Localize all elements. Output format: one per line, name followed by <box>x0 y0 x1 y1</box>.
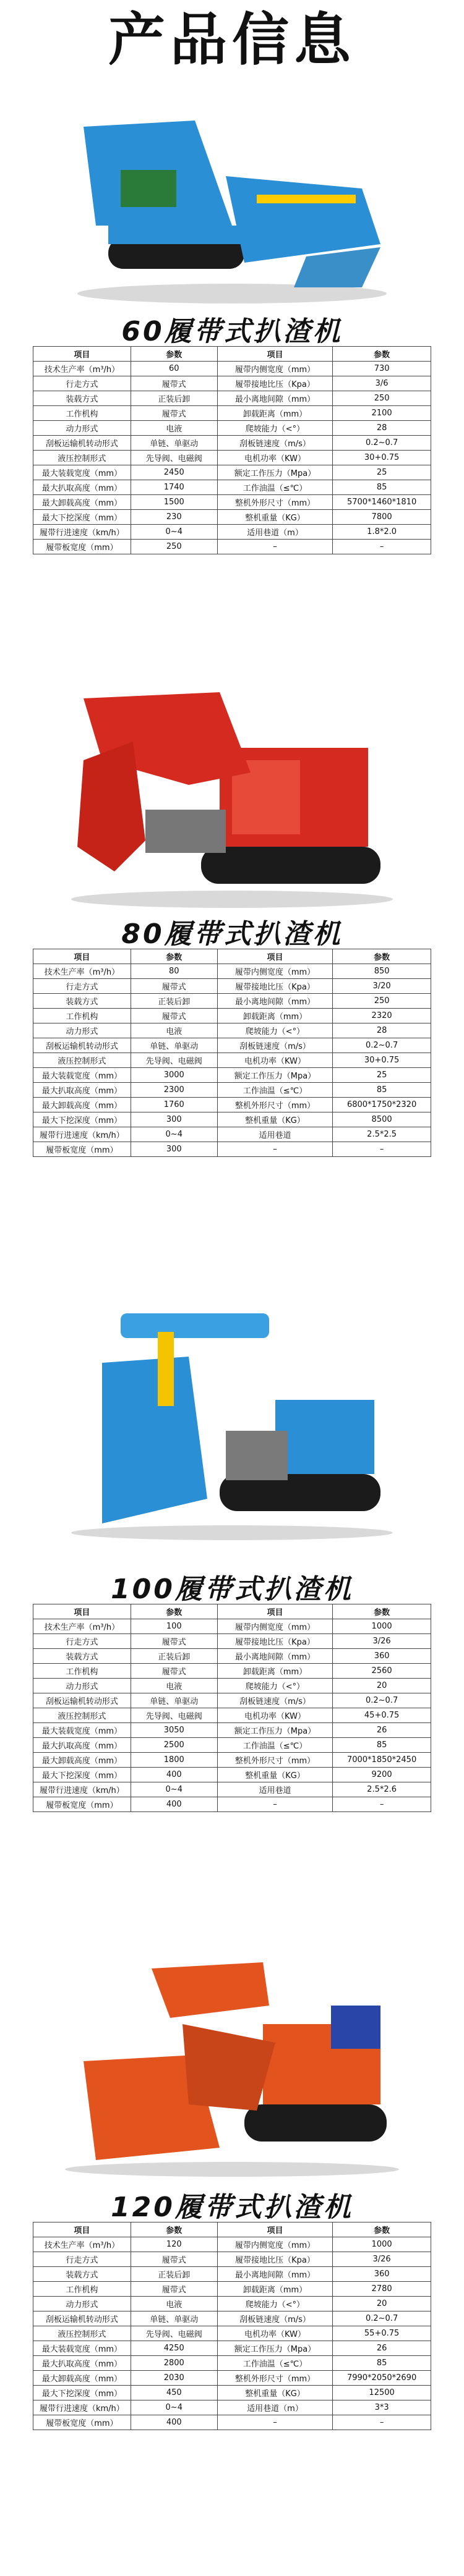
spec-item-cell: 行走方式 <box>33 376 131 391</box>
spec-value-cell: 9200 <box>333 1768 431 1782</box>
spec-item-cell: 技术生产率（m³/h） <box>33 1619 131 1634</box>
spec-value-cell: 20 <box>333 2297 431 2311</box>
spec-value-cell: 400 <box>131 2415 217 2430</box>
spec-item-cell: 工作油温（≤℃） <box>217 1083 332 1098</box>
spec-value-cell: 3000 <box>131 1068 217 1083</box>
spec-value-cell: 单链、单驱动 <box>131 1038 217 1053</box>
spec-item-cell: – <box>217 540 332 554</box>
header-cell: 项目 <box>33 1604 131 1619</box>
spec-value-cell: 730 <box>333 362 431 376</box>
spec-item-cell: 卸载距离（mm） <box>217 406 332 421</box>
spec-value-cell: 85 <box>333 2356 431 2371</box>
spec-item-cell: 适用巷道（m） <box>217 525 332 540</box>
spec-value-cell: 30+0.75 <box>333 451 431 465</box>
spec-value-cell: 300 <box>131 1112 217 1127</box>
table-row <box>33 1009 431 1023</box>
spec-value-cell: 先导阀、电磁阀 <box>131 1708 217 1723</box>
spec-item-cell: 行走方式 <box>33 979 131 994</box>
spec-value-cell: 0.2~0.7 <box>333 2311 431 2326</box>
spec-item-cell: 履带内侧宽度（mm） <box>217 964 332 979</box>
table-row <box>33 2400 431 2415</box>
spec-item-cell: 爬坡能力（<°） <box>217 1023 332 1038</box>
spec-value-cell: 28 <box>333 421 431 436</box>
spec-value-cell: 2780 <box>333 2282 431 2297</box>
spec-item-cell: 最大扒取高度（mm） <box>33 1083 131 1098</box>
spec-item-cell: 工作机构 <box>33 2282 131 2297</box>
spec-value-cell: 2320 <box>333 1009 431 1023</box>
spec-value-cell: 电液 <box>131 421 217 436</box>
spec-value-cell: 先导阀、电磁阀 <box>131 1053 217 1068</box>
model-title: 100履带式扒渣机 <box>111 1574 353 1605</box>
spec-value-cell: 0~4 <box>131 1127 217 1142</box>
table-row <box>33 994 431 1009</box>
spec-value-cell: 100 <box>131 1619 217 1634</box>
spec-value-cell: 120 <box>131 2237 217 2252</box>
spec-item-cell: 最大下挖深度（mm） <box>33 2386 131 2400</box>
table-row <box>33 2326 431 2341</box>
spec-item-cell: 履带内侧宽度（mm） <box>217 1619 332 1634</box>
spec-value-cell: 电液 <box>131 1023 217 1038</box>
model-title: 80履带式扒渣机 <box>121 918 343 950</box>
spec-item-cell: 爬坡能力（<°） <box>217 1679 332 1693</box>
spec-item-cell: 卸载距离（mm） <box>217 1009 332 1023</box>
spec-value-cell: 230 <box>131 510 217 525</box>
spec-value-cell: 单链、单驱动 <box>131 1693 217 1708</box>
spec-value-cell: 3/20 <box>333 979 431 994</box>
header-cell: 项目 <box>33 2222 131 2237</box>
spec-item-cell: 最大卸载高度（mm） <box>33 1753 131 1768</box>
spec-item-cell: 适用巷道（m） <box>217 2400 332 2415</box>
header-cell: 参数 <box>333 1604 431 1619</box>
spec-value-cell: 履带式 <box>131 406 217 421</box>
spec-item-cell: 最大卸载高度（mm） <box>33 1098 131 1112</box>
table-row <box>33 362 431 376</box>
spec-value-cell: 400 <box>131 1797 217 1812</box>
spec-value-cell: 正装后卸 <box>131 994 217 1009</box>
table-row <box>33 391 431 406</box>
spec-value-cell: 450 <box>131 2386 217 2400</box>
spec-item-cell: 工作机构 <box>33 406 131 421</box>
spec-value-cell: 28 <box>333 1023 431 1038</box>
spec-item-cell: 装载方式 <box>33 1649 131 1664</box>
spec-item-cell: – <box>217 2415 332 2430</box>
spec-item-cell: 刮板运输机转动形式 <box>33 2311 131 2326</box>
spec-item-cell: 额定工作压力（Mpa） <box>217 2341 332 2356</box>
table-row <box>33 2371 431 2386</box>
spec-value-cell: 4250 <box>131 2341 217 2356</box>
table-row <box>33 1619 431 1634</box>
spec-value-cell: 电液 <box>131 1679 217 1693</box>
table-row <box>33 421 431 436</box>
spec-value-cell: 履带式 <box>131 1664 217 1679</box>
spec-item-cell: 卸载距离（mm） <box>217 2282 332 2297</box>
spec-value-cell: 400 <box>131 1768 217 1782</box>
spec-value-cell: 850 <box>333 964 431 979</box>
spec-value-cell: 7800 <box>333 510 431 525</box>
table-row <box>33 2237 431 2252</box>
spec-table-80 <box>33 949 431 1157</box>
spec-item-cell: 工作机构 <box>33 1664 131 1679</box>
spec-value-cell: 2450 <box>131 465 217 480</box>
table-row <box>33 1797 431 1812</box>
table-row <box>33 1664 431 1679</box>
spec-value-cell: 300 <box>131 1142 217 1157</box>
table-row <box>33 510 431 525</box>
spec-value-cell: 2300 <box>131 1083 217 1098</box>
spec-value-cell: 3*3 <box>333 2400 431 2415</box>
spec-table-60 <box>33 346 431 554</box>
spec-item-cell: 技术生产率（m³/h） <box>33 362 131 376</box>
table-row <box>33 2341 431 2356</box>
spec-value-cell: 1760 <box>131 1098 217 1112</box>
spec-value-cell: 2560 <box>333 1664 431 1679</box>
header-cell: 项目 <box>217 347 332 362</box>
spec-item-cell: 液压控制形式 <box>33 2326 131 2341</box>
table-row <box>33 480 431 495</box>
spec-item-cell: 整机重量（KG） <box>217 2386 332 2400</box>
spec-table-100 <box>33 1604 431 1812</box>
spec-item-cell: 装载方式 <box>33 391 131 406</box>
spec-item-cell: 工作油温（≤℃） <box>217 480 332 495</box>
spec-item-cell: 液压控制形式 <box>33 451 131 465</box>
header-cell: 参数 <box>131 1604 217 1619</box>
spec-value-cell: 6800*1750*2320 <box>333 1098 431 1112</box>
table-row <box>33 376 431 391</box>
table-row <box>33 964 431 979</box>
spec-item-cell: 整机重量（KG） <box>217 510 332 525</box>
spec-value-cell: 电液 <box>131 2297 217 2311</box>
spec-value-cell: 履带式 <box>131 1009 217 1023</box>
header-cell: 参数 <box>333 2222 431 2237</box>
table-header-row <box>33 949 431 964</box>
table-row <box>33 2311 431 2326</box>
spec-item-cell: 装载方式 <box>33 2267 131 2282</box>
spec-value-cell: 85 <box>333 480 431 495</box>
table-row <box>33 1723 431 1738</box>
spec-item-cell: 最大卸载高度（mm） <box>33 2371 131 2386</box>
spec-item-cell: 刮板链速度（m/s） <box>217 1693 332 1708</box>
header-cell: 项目 <box>217 2222 332 2237</box>
spec-value-cell: 2800 <box>131 2356 217 2371</box>
spec-item-cell: 刮板运输机转动形式 <box>33 1693 131 1708</box>
spec-value-cell: 85 <box>333 1083 431 1098</box>
table-row <box>33 1693 431 1708</box>
spec-item-cell: 动力形式 <box>33 1023 131 1038</box>
spec-item-cell: 额定工作压力（Mpa） <box>217 465 332 480</box>
header-cell: 项目 <box>217 1604 332 1619</box>
spec-item-cell: 电机功率（KW） <box>217 1053 332 1068</box>
spec-value-cell: 1000 <box>333 2237 431 2252</box>
spec-value-cell: 0.2~0.7 <box>333 1038 431 1053</box>
table-row <box>33 2252 431 2267</box>
table-header-row <box>33 2222 431 2237</box>
spec-item-cell: 整机外形尺寸（mm） <box>217 1098 332 1112</box>
header-cell: 参数 <box>333 347 431 362</box>
table-row <box>33 1083 431 1098</box>
spec-item-cell: 最大下挖深度（mm） <box>33 1112 131 1127</box>
table-row <box>33 495 431 510</box>
table-row <box>33 1768 431 1782</box>
table-row <box>33 2386 431 2400</box>
spec-value-cell: 60 <box>131 362 217 376</box>
spec-value-cell: 80 <box>131 964 217 979</box>
spec-item-cell: 整机外形尺寸（mm） <box>217 1753 332 1768</box>
spec-item-cell: 适用巷道 <box>217 1127 332 1142</box>
spec-item-cell: 刮板链速度（m/s） <box>217 1038 332 1053</box>
spec-value-cell: 3/6 <box>333 376 431 391</box>
spec-item-cell: 适用巷道 <box>217 1782 332 1797</box>
table-row <box>33 406 431 421</box>
spec-item-cell: 刮板运输机转动形式 <box>33 436 131 451</box>
page-title: 产品信息 <box>108 7 356 73</box>
spec-value-cell: 25 <box>333 465 431 480</box>
spec-item-cell: 行走方式 <box>33 1634 131 1649</box>
spec-item-cell: 最小离地间隙（mm） <box>217 994 332 1009</box>
table-row <box>33 1142 431 1157</box>
machine-120-image <box>59 1950 405 2179</box>
spec-item-cell: 动力形式 <box>33 2297 131 2311</box>
spec-item-cell: 履带板宽度（mm） <box>33 540 131 554</box>
spec-value-cell: 1000 <box>333 1619 431 1634</box>
machine-60-image <box>71 102 393 306</box>
spec-value-cell: 单链、单驱动 <box>131 2311 217 2326</box>
spec-item-cell: 整机重量（KG） <box>217 1768 332 1782</box>
spec-item-cell: 刮板运输机转动形式 <box>33 1038 131 1053</box>
model-title: 60履带式扒渣机 <box>121 316 343 347</box>
spec-value-cell: 3050 <box>131 1723 217 1738</box>
spec-item-cell: 履带板宽度（mm） <box>33 1142 131 1157</box>
header-cell: 参数 <box>333 949 431 964</box>
spec-item-cell: 卸载距离（mm） <box>217 1664 332 1679</box>
spec-item-cell: 液压控制形式 <box>33 1708 131 1723</box>
spec-value-cell: 7000*1850*2450 <box>333 1753 431 1768</box>
spec-item-cell: 履带内侧宽度（mm） <box>217 362 332 376</box>
spec-value-cell: 2030 <box>131 2371 217 2386</box>
table-row <box>33 1738 431 1753</box>
spec-item-cell: 工作机构 <box>33 1009 131 1023</box>
spec-item-cell: 整机外形尺寸（mm） <box>217 2371 332 2386</box>
table-row <box>33 1649 431 1664</box>
spec-item-cell: 爬坡能力（<°） <box>217 2297 332 2311</box>
spec-item-cell: 履带行进速度（km/h） <box>33 2400 131 2415</box>
spec-item-cell: 爬坡能力（<°） <box>217 421 332 436</box>
spec-value-cell: 先导阀、电磁阀 <box>131 2326 217 2341</box>
table-row <box>33 1127 431 1142</box>
spec-value-cell: 0~4 <box>131 2400 217 2415</box>
spec-item-cell: 最大装载宽度（mm） <box>33 1068 131 1083</box>
spec-item-cell: – <box>217 1797 332 1812</box>
spec-item-cell: 履带接地比压（Kpa） <box>217 2252 332 2267</box>
spec-value-cell: 1740 <box>131 480 217 495</box>
spec-item-cell: 电机功率（KW） <box>217 2326 332 2341</box>
spec-item-cell: 整机重量（KG） <box>217 1112 332 1127</box>
spec-value-cell: 先导阀、电磁阀 <box>131 451 217 465</box>
spec-value-cell: 2.5*2.6 <box>333 1782 431 1797</box>
table-row <box>33 1708 431 1723</box>
spec-table-120 <box>33 2222 431 2430</box>
spec-value-cell: 2.5*2.5 <box>333 1127 431 1142</box>
spec-item-cell: 最大装载宽度（mm） <box>33 465 131 480</box>
spec-item-cell: 最大扒取高度（mm） <box>33 480 131 495</box>
spec-item-cell: 履带接地比压（Kpa） <box>217 979 332 994</box>
spec-item-cell: 履带板宽度（mm） <box>33 1797 131 1812</box>
table-row <box>33 2415 431 2430</box>
spec-value-cell: 26 <box>333 1723 431 1738</box>
spec-item-cell: 额定工作压力（Mpa） <box>217 1723 332 1738</box>
table-row <box>33 1038 431 1053</box>
table-row <box>33 1112 431 1127</box>
spec-value-cell: 0~4 <box>131 1782 217 1797</box>
spec-item-cell: 工作油温（≤℃） <box>217 2356 332 2371</box>
spec-value-cell: – <box>333 2415 431 2430</box>
spec-value-cell: 360 <box>333 1649 431 1664</box>
table-row <box>33 465 431 480</box>
table-row <box>33 1782 431 1797</box>
spec-value-cell: 360 <box>333 2267 431 2282</box>
spec-value-cell: 45+0.75 <box>333 1708 431 1723</box>
table-row <box>33 1068 431 1083</box>
spec-item-cell: 技术生产率（m³/h） <box>33 964 131 979</box>
spec-item-cell: 液压控制形式 <box>33 1053 131 1068</box>
spec-value-cell: 0~4 <box>131 525 217 540</box>
header-cell: 参数 <box>131 949 217 964</box>
spec-value-cell: 30+0.75 <box>333 1053 431 1068</box>
spec-item-cell: 刮板链速度（m/s） <box>217 2311 332 2326</box>
spec-item-cell: 装载方式 <box>33 994 131 1009</box>
spec-item-cell: 最小离地间隙（mm） <box>217 391 332 406</box>
spec-value-cell: 20 <box>333 1679 431 1693</box>
spec-item-cell: 履带接地比压（Kpa） <box>217 376 332 391</box>
spec-value-cell: 1.8*2.0 <box>333 525 431 540</box>
table-row <box>33 1753 431 1768</box>
spec-item-cell: 履带接地比压（Kpa） <box>217 1634 332 1649</box>
spec-item-cell: 最大扒取高度（mm） <box>33 1738 131 1753</box>
spec-item-cell: 履带板宽度（mm） <box>33 2415 131 2430</box>
header-cell: 参数 <box>131 347 217 362</box>
spec-item-cell: 额定工作压力（Mpa） <box>217 1068 332 1083</box>
spec-value-cell: 履带式 <box>131 979 217 994</box>
spec-value-cell: 2500 <box>131 1738 217 1753</box>
spec-item-cell: 最大卸载高度（mm） <box>33 495 131 510</box>
spec-item-cell: 最小离地间隙（mm） <box>217 1649 332 1664</box>
spec-item-cell: 最大装载宽度（mm） <box>33 2341 131 2356</box>
table-row <box>33 2297 431 2311</box>
spec-item-cell: 履带内侧宽度（mm） <box>217 2237 332 2252</box>
spec-value-cell: – <box>333 1142 431 1157</box>
table-row <box>33 2356 431 2371</box>
spec-item-cell: 履带行进速度（km/h） <box>33 1127 131 1142</box>
spec-value-cell: 3/26 <box>333 2252 431 2267</box>
table-row <box>33 1098 431 1112</box>
spec-value-cell: 0.2~0.7 <box>333 1693 431 1708</box>
spec-value-cell: – <box>333 1797 431 1812</box>
spec-item-cell: 最大扒取高度（mm） <box>33 2356 131 2371</box>
table-header-row <box>33 347 431 362</box>
table-row <box>33 1023 431 1038</box>
spec-item-cell: 动力形式 <box>33 1679 131 1693</box>
table-row <box>33 979 431 994</box>
table-header-row <box>33 1604 431 1619</box>
table-row <box>33 540 431 554</box>
table-row <box>33 525 431 540</box>
spec-item-cell: 电机功率（KW） <box>217 1708 332 1723</box>
spec-value-cell: 正装后卸 <box>131 2267 217 2282</box>
spec-value-cell: 85 <box>333 1738 431 1753</box>
table-row <box>33 1053 431 1068</box>
spec-item-cell: 电机功率（KW） <box>217 451 332 465</box>
spec-value-cell: 正装后卸 <box>131 391 217 406</box>
spec-value-cell: 7990*2050*2690 <box>333 2371 431 2386</box>
spec-value-cell: 1800 <box>131 1753 217 1768</box>
spec-value-cell: 3/26 <box>333 1634 431 1649</box>
spec-item-cell: 履带行进速度（km/h） <box>33 1782 131 1797</box>
spec-value-cell: 履带式 <box>131 2252 217 2267</box>
spec-value-cell: 250 <box>333 391 431 406</box>
spec-item-cell: 工作油温（≤℃） <box>217 1738 332 1753</box>
spec-value-cell: 26 <box>333 2341 431 2356</box>
spec-value-cell: 12500 <box>333 2386 431 2400</box>
header-cell: 项目 <box>33 949 131 964</box>
table-row <box>33 2267 431 2282</box>
spec-item-cell: – <box>217 1142 332 1157</box>
spec-item-cell: 技术生产率（m³/h） <box>33 2237 131 2252</box>
spec-value-cell: 5700*1460*1810 <box>333 495 431 510</box>
spec-value-cell: 履带式 <box>131 376 217 391</box>
header-cell: 项目 <box>217 949 332 964</box>
spec-value-cell: 2100 <box>333 406 431 421</box>
table-row <box>33 1634 431 1649</box>
header-cell: 项目 <box>33 347 131 362</box>
table-row <box>33 1679 431 1693</box>
spec-value-cell: 250 <box>333 994 431 1009</box>
machine-100-image <box>65 1289 399 1542</box>
spec-value-cell: – <box>333 540 431 554</box>
spec-item-cell: 行走方式 <box>33 2252 131 2267</box>
spec-value-cell: 单链、单驱动 <box>131 436 217 451</box>
spec-item-cell: 最大下挖深度（mm） <box>33 510 131 525</box>
model-title: 120履带式扒渣机 <box>111 2192 353 2223</box>
spec-value-cell: 履带式 <box>131 1634 217 1649</box>
table-row <box>33 436 431 451</box>
spec-value-cell: 8500 <box>333 1112 431 1127</box>
spec-item-cell: 动力形式 <box>33 421 131 436</box>
spec-item-cell: 最小离地间隙（mm） <box>217 2267 332 2282</box>
table-row <box>33 451 431 465</box>
spec-value-cell: 25 <box>333 1068 431 1083</box>
spec-item-cell: 最大装载宽度（mm） <box>33 1723 131 1738</box>
spec-value-cell: 正装后卸 <box>131 1649 217 1664</box>
spec-value-cell: 55+0.75 <box>333 2326 431 2341</box>
spec-item-cell: 履带行进速度（km/h） <box>33 525 131 540</box>
spec-value-cell: 1500 <box>131 495 217 510</box>
spec-item-cell: 最大下挖深度（mm） <box>33 1768 131 1782</box>
spec-item-cell: 刮板链速度（m/s） <box>217 436 332 451</box>
header-cell: 参数 <box>131 2222 217 2237</box>
spec-item-cell: 整机外形尺寸（mm） <box>217 495 332 510</box>
machine-80-image <box>65 686 399 909</box>
spec-value-cell: 250 <box>131 540 217 554</box>
spec-value-cell: 履带式 <box>131 2282 217 2297</box>
table-row <box>33 2282 431 2297</box>
spec-value-cell: 0.2~0.7 <box>333 436 431 451</box>
